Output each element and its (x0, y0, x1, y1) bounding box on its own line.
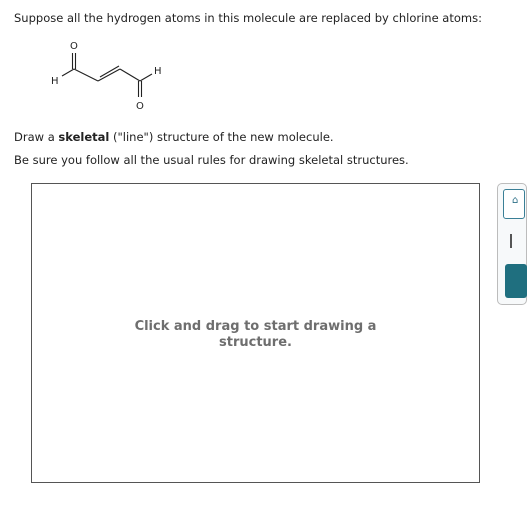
molecule-structure (40, 36, 190, 116)
drawing-toolbar (497, 183, 527, 305)
instruction-prefix: Draw a (14, 130, 59, 144)
atom-label-o-top: O (70, 41, 78, 52)
atom-label-h-left: H (51, 76, 59, 87)
question-prompt: Suppose all the hydrogen atoms in this molecule are replaced by chlorine atoms: (14, 11, 482, 25)
toolbar-bottom-button[interactable] (505, 264, 527, 298)
structure-drawing-canvas[interactable] (31, 183, 480, 483)
bond-c2-c3-a (98, 69, 120, 81)
bond-h-c1 (62, 69, 74, 76)
bond-c3-c4 (120, 69, 140, 81)
drawing-instruction (14, 130, 334, 144)
bond-c1-c2 (74, 69, 98, 81)
instruction-bold-term: skeletal (58, 130, 110, 144)
atom-label-o-bottom: O (136, 101, 144, 112)
toolbar-divider (510, 234, 512, 248)
atom-label-h-right: H (154, 66, 162, 77)
rules-note: Be sure you follow all the usual rules for drawing skeletal structures. (14, 153, 409, 167)
toolbar-top-button[interactable] (503, 189, 525, 219)
bond-c4-h (140, 74, 152, 81)
canvas-hint-text: Click and drag to start drawing a structure. (134, 319, 377, 350)
instruction-suffix: ("line") structure of the new molecule. (109, 130, 334, 144)
toolbar-top-icon: ⌂ (512, 195, 519, 206)
